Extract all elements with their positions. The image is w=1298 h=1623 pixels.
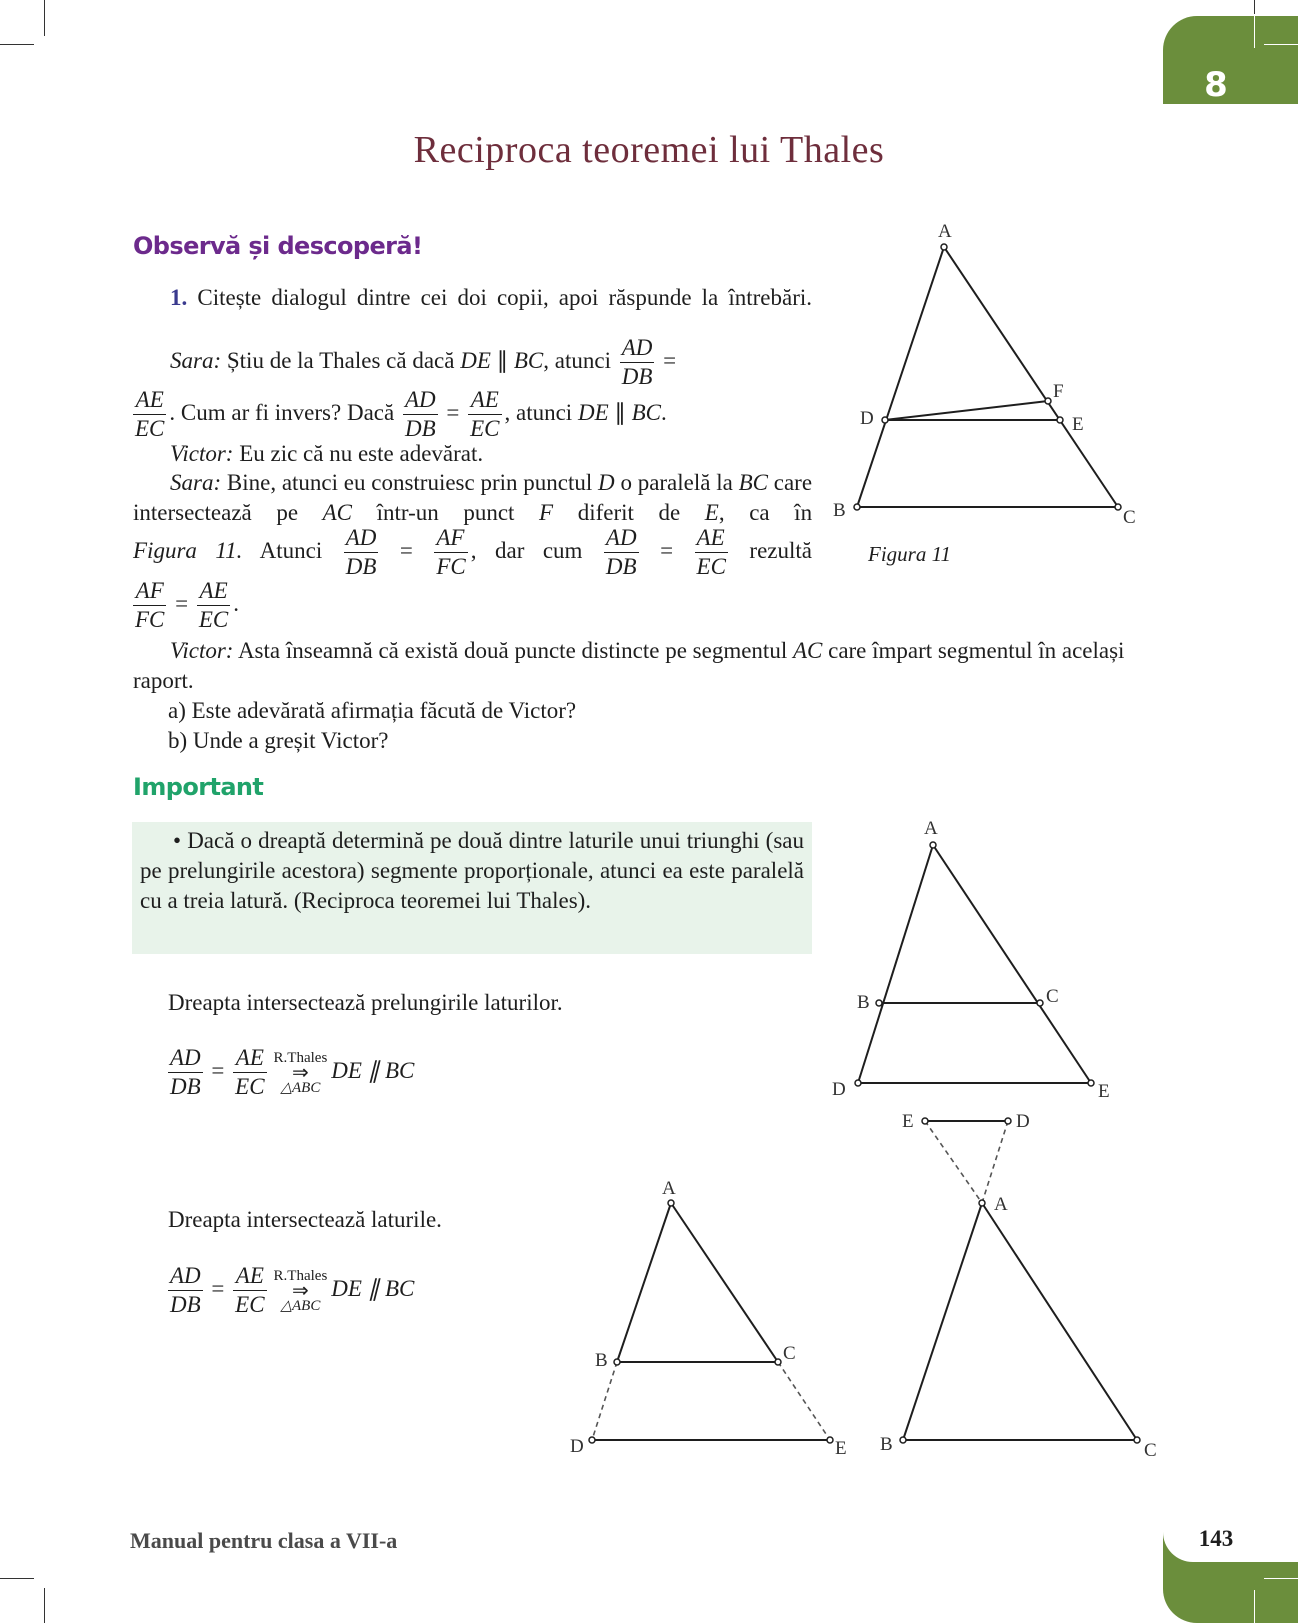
- case1-formula: [168, 1044, 414, 1101]
- dialog-text: care intersectează pe: [133, 470, 813, 525]
- dialog-text: Știu de la Thales că dacă: [226, 347, 455, 373]
- math-term: E: [704, 500, 719, 525]
- denominator: EC: [235, 1074, 265, 1099]
- math-symbol: =: [399, 537, 413, 563]
- thales-label: R.Thales: [273, 1267, 328, 1284]
- label-c: C: [1144, 1440, 1157, 1461]
- point-e: [1057, 417, 1063, 423]
- label-f: F: [1053, 381, 1064, 402]
- fraction: [233, 1262, 266, 1319]
- denominator: EC: [235, 1292, 265, 1317]
- extension-ce: [778, 1362, 830, 1440]
- denominator: EC: [198, 607, 229, 632]
- point-b: [900, 1437, 906, 1443]
- label-a: A: [924, 818, 938, 839]
- thales-implication: [274, 1050, 328, 1096]
- dialog-text: care împart segmentul în același raport.: [133, 638, 1125, 693]
- point-a: [941, 244, 947, 250]
- label-d: D: [832, 1079, 846, 1100]
- dialog-text: Bine, atunci eu construiesc prin punctul: [226, 470, 593, 495]
- segment-ab: [857, 247, 944, 507]
- fraction: [168, 1262, 203, 1319]
- numerator: AE: [468, 386, 501, 415]
- math-symbol: .: [233, 590, 240, 616]
- label-e: E: [835, 1438, 847, 1459]
- math-symbol: =: [175, 590, 189, 616]
- fraction: [344, 524, 379, 581]
- math-symbol: =: [660, 537, 674, 563]
- math-term: BC: [631, 399, 662, 425]
- crop-mark: [44, 0, 45, 36]
- label-e: E: [1072, 414, 1084, 435]
- important-heading: Important: [133, 773, 264, 801]
- fraction: [620, 334, 655, 391]
- math-symbol: ∥: [496, 347, 509, 373]
- speaker-sara: Sara:: [170, 347, 222, 373]
- math-symbol: ,: [718, 500, 725, 525]
- segment-ad: [858, 845, 933, 1083]
- crop-mark: [1254, 0, 1255, 14]
- math-term: AC: [322, 500, 353, 525]
- dialog-text: atunci: [554, 347, 611, 373]
- figure-extensions-above: [860, 1098, 1160, 1478]
- label-a: A: [938, 221, 952, 242]
- case2-text: Dreapta intersectează laturile.: [168, 1207, 442, 1232]
- math-term: D: [598, 470, 615, 495]
- label-d: D: [860, 408, 874, 429]
- point-c: [1134, 1437, 1140, 1443]
- point-b: [854, 504, 860, 510]
- segment-ac: [671, 1203, 778, 1362]
- label-b: B: [857, 992, 870, 1013]
- math-symbol: ,: [504, 399, 511, 425]
- speaker-victor: Victor:: [170, 638, 234, 663]
- math-term: DE: [460, 347, 491, 373]
- numerator: AF: [434, 524, 467, 553]
- math-symbol: ,: [470, 537, 477, 563]
- fraction: [233, 1044, 266, 1101]
- bullet: •: [173, 828, 182, 853]
- denominator: DB: [605, 554, 637, 579]
- numerator: AD: [344, 524, 379, 553]
- dialog-text: rezultă: [749, 537, 812, 563]
- math-term: F: [539, 500, 554, 525]
- label-b: B: [833, 500, 846, 521]
- implies-arrow: ⇒: [292, 1061, 309, 1084]
- triangle-label: △ABC: [280, 1297, 321, 1314]
- important-text: [140, 826, 804, 916]
- point-b: [876, 1000, 882, 1006]
- label-c: C: [1123, 507, 1136, 528]
- point-c: [1115, 504, 1121, 510]
- dialog-victor-1: [170, 439, 483, 469]
- point-b: [614, 1359, 620, 1365]
- dialog-text: o paralelă la: [620, 470, 733, 495]
- denominator: DB: [345, 554, 377, 579]
- figure-11-caption: Figura 11: [868, 542, 952, 566]
- fraction: [133, 386, 166, 443]
- conclusion: DE ∥ BC: [331, 1275, 415, 1301]
- thales-label: R.Thales: [273, 1049, 328, 1066]
- point-a: [979, 1200, 985, 1206]
- dialog-text: diferit de: [577, 500, 681, 525]
- triangle-label: △ABC: [280, 1079, 321, 1096]
- math-symbol: .: [661, 399, 667, 425]
- denominator: DB: [621, 364, 653, 389]
- math-symbol: .: [169, 399, 176, 425]
- crop-mark: [0, 44, 34, 45]
- dialog-sara-2: [133, 468, 812, 528]
- segment-ab: [617, 1203, 671, 1362]
- numerator: AD: [168, 1262, 203, 1291]
- extension-ad: [982, 1121, 1008, 1203]
- math-symbol: ∥: [614, 399, 626, 425]
- math-symbol: =: [446, 399, 460, 425]
- point-d: [589, 1437, 595, 1443]
- figure-sides: [820, 812, 1120, 1102]
- case2-formula: [168, 1262, 414, 1319]
- dialog-sara-2-cont: [133, 524, 812, 581]
- denominator: EC: [135, 416, 165, 441]
- dialog-text: Asta înseamnă că există două puncte distincte pe segmentul: [237, 638, 788, 663]
- intro-text: Citește dialogul dintre cei doi copii, apoi răspunde la întrebări.: [197, 285, 812, 310]
- question-b: b) Unde a greșit Victor?: [168, 728, 389, 753]
- fraction: [197, 577, 230, 634]
- denominator: DB: [404, 416, 436, 441]
- point-d: [855, 1080, 861, 1086]
- speaker-victor: Victor:: [170, 441, 234, 466]
- dialog-text: dar cum: [494, 537, 583, 563]
- label-b: B: [880, 1434, 893, 1455]
- denominator: FC: [436, 554, 466, 579]
- crop-mark: [1264, 1578, 1298, 1579]
- dialog-text: Eu zic că nu este adevărat.: [239, 441, 484, 466]
- denominator: EC: [470, 416, 500, 441]
- dialog-sara-2-result: [133, 577, 239, 634]
- fraction: [168, 1044, 203, 1101]
- extension-bd: [592, 1362, 617, 1440]
- dialog-text: Atunci: [259, 537, 323, 563]
- numerator: AD: [168, 1044, 203, 1073]
- segment-ab: [903, 1203, 982, 1440]
- numerator: AD: [620, 334, 655, 363]
- label-b: B: [595, 1350, 608, 1371]
- chapter-number: 8: [1204, 65, 1228, 105]
- dialog-text: Cum ar fi invers? Dacă: [180, 399, 395, 425]
- label-d: D: [1016, 1111, 1030, 1132]
- fraction: [434, 524, 467, 581]
- dialog-text: atunci: [516, 399, 573, 425]
- point-f: [1045, 398, 1051, 404]
- page-title: Reciproca teoremei lui Thales: [413, 129, 885, 171]
- numerator: AE: [233, 1262, 266, 1291]
- numerator: AE: [197, 577, 230, 606]
- segment-df: [885, 401, 1048, 420]
- observe-heading: Observă și descoperă!: [133, 232, 423, 260]
- math-term: BC: [513, 347, 544, 373]
- conclusion: DE ∥ BC: [331, 1057, 415, 1083]
- point-a: [930, 842, 936, 848]
- point-d: [882, 417, 888, 423]
- segment-ac: [944, 247, 1118, 507]
- dialog-sara-1: [133, 334, 812, 391]
- speaker-sara: Sara:: [170, 470, 222, 495]
- denominator: DB: [170, 1292, 201, 1317]
- crop-mark: [0, 1578, 34, 1579]
- denominator: FC: [135, 607, 165, 632]
- question-a: a) Este adevărată afirmația făcută de Victor?: [168, 698, 577, 723]
- math-symbol: =: [663, 347, 677, 373]
- label-a: A: [994, 1194, 1008, 1215]
- point-a: [668, 1200, 674, 1206]
- point-d: [1005, 1118, 1011, 1124]
- label-d: D: [570, 1436, 584, 1457]
- page-number: 143: [1198, 1526, 1234, 1551]
- numerator: AD: [403, 386, 438, 415]
- label-a: A: [662, 1178, 676, 1199]
- crop-mark: [1254, 14, 1255, 48]
- numerator: AE: [133, 386, 166, 415]
- case1-text: Dreapta intersectează prelungirile laturilor.: [168, 990, 563, 1015]
- exercise-number: 1.: [170, 285, 188, 310]
- book-title: Manual pentru clasa a VII-a: [130, 1528, 398, 1553]
- dialog-text: într-un punct: [376, 500, 515, 525]
- dialog-sara-1-cont: [133, 386, 812, 443]
- label-c: C: [783, 1343, 796, 1364]
- theorem-text: Dacă o dreaptă determină pe două dintre laturile unui triunghi (sau pe prelungirile acestora) segmente proporționale, atunci ea este paralelă cu a treia latură. (Reciproca teoremei lui Thales).: [140, 828, 804, 913]
- fraction: [604, 524, 639, 581]
- fraction: [468, 386, 501, 443]
- implies-arrow: ⇒: [292, 1279, 309, 1302]
- segment-ac: [982, 1203, 1137, 1440]
- math-term: BC: [738, 470, 768, 495]
- crop-mark: [1254, 1590, 1255, 1623]
- math-symbol: =: [211, 1057, 225, 1083]
- denominator: DB: [170, 1074, 201, 1099]
- label-e: E: [1098, 1081, 1110, 1102]
- figure-ref: Figura 11.: [133, 537, 243, 563]
- dialog-text: ca în: [749, 500, 813, 525]
- point-e: [1088, 1080, 1094, 1086]
- denominator: EC: [696, 554, 726, 579]
- crop-mark: [44, 1588, 45, 1623]
- math-symbol: =: [211, 1275, 225, 1301]
- fraction: [695, 524, 728, 581]
- figure-11: [830, 214, 1160, 564]
- point-c: [1037, 1000, 1043, 1006]
- crop-mark: [1264, 44, 1298, 45]
- numerator: AD: [604, 524, 639, 553]
- exercise-intro: [133, 283, 812, 313]
- extension-ae: [925, 1121, 982, 1203]
- fraction: [403, 386, 438, 443]
- point-e: [827, 1437, 833, 1443]
- numerator: AE: [695, 524, 728, 553]
- numerator: AE: [233, 1044, 266, 1073]
- thales-implication: [274, 1268, 328, 1314]
- numerator: AF: [133, 577, 166, 606]
- point-c: [775, 1359, 781, 1365]
- dialog-victor-2: [133, 636, 1168, 696]
- figure-extensions-below: [560, 1170, 860, 1470]
- math-term: DE: [577, 399, 609, 425]
- segment-ae: [933, 845, 1091, 1083]
- fraction: [133, 577, 166, 634]
- math-term: AC: [792, 638, 823, 663]
- label-e: E: [902, 1111, 914, 1132]
- point-e: [922, 1118, 928, 1124]
- math-symbol: ,: [543, 347, 550, 373]
- label-c: C: [1046, 986, 1059, 1007]
